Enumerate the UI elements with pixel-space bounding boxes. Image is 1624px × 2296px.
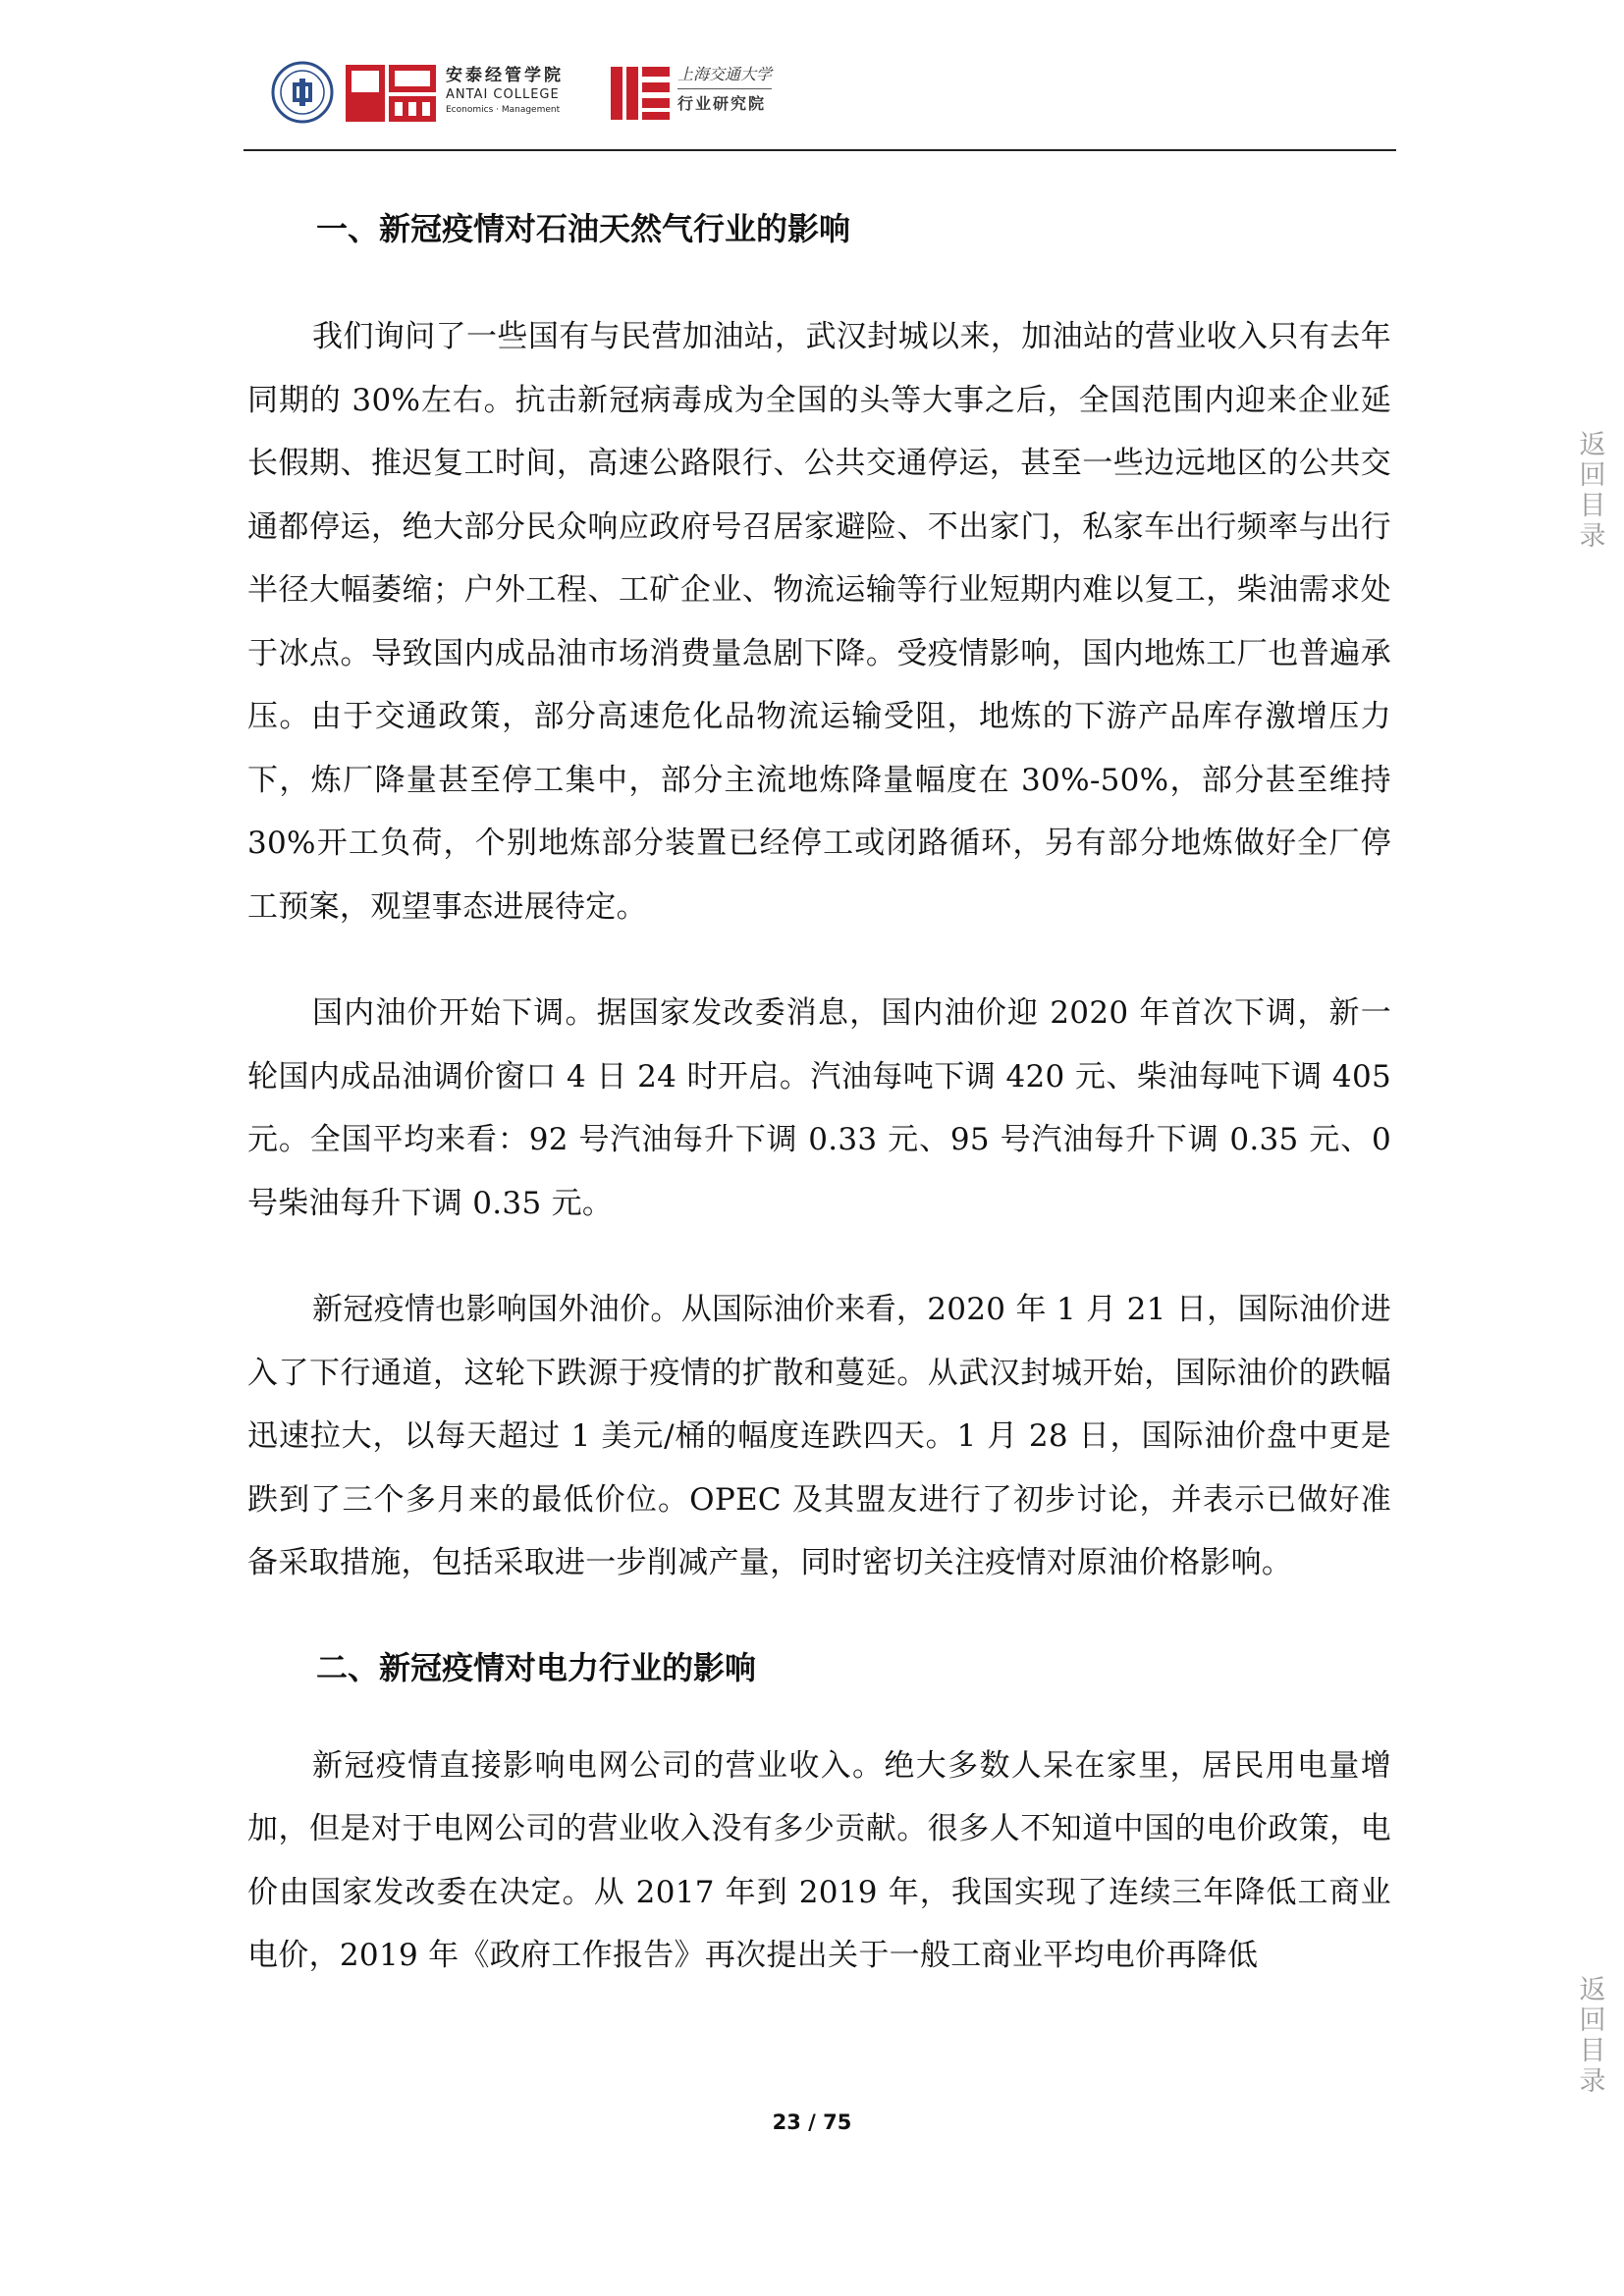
acem-logo — [346, 61, 436, 126]
sjtu-seal-logo — [271, 61, 334, 124]
university-name: 上海交通大学 — [677, 63, 772, 89]
header-divider — [244, 149, 1396, 151]
paragraph: 新冠疫情直接影响电网公司的营业收入。绝大多数人呆在家里，居民用电量增加，但是对于电网公司的营业收入没有多少贡献。很多人不知道中国的电价政策，电价由国家发改委在决定。从 2017 年到 2019 年，我国实现了连续三年降低工商业电价，2019 年《政府工作报告》再次提出关于一般工商业平均电价再降低 — [247, 1747, 1391, 1973]
sjtu-institute-block — [677, 63, 805, 119]
section-heading-power: 二、新冠疫情对电力行业的影响 — [316, 1648, 757, 1686]
institute-mark-logo — [611, 61, 670, 126]
document-body — [247, 201, 1391, 1988]
page-header — [265, 61, 1394, 151]
paragraph: 我们询问了一些国有与民营加油站，武汉封城以来，加油站的营业收入只有去年同期的 30%左右。抗击新冠病毒成为全国的头等大事之后，全国范围内迎来企业延长假期、推迟复工时间，高速公路限行、公共交通停运，甚至一些边远地区的公共交通都停运，绝大部分民众响应政府号召居家避险、不出家门，私家车出行频率与出行半径大幅萎缩；户外工程、工矿企业、物流运输等行业短期内难以复工，柴油需求处于冰点。导致国内成品油市场消费量急剧下降。受疫情影响，国内地炼工厂也普遍承压。由于交通政策，部分高速危化品物流运输受阻，地炼的下游产品库存激增压力下，炼厂降量甚至停工集中，部分主流地炼降量幅度在 30%-50%，部分甚至维持 30%开工负荷，个别地炼部分装置已经停工或闭路循环，另有部分地炼做好全厂停工预案，观望事态进展待定。 — [247, 319, 1391, 925]
return-to-toc-link[interactable]: 返 回 目 录 — [1579, 430, 1606, 552]
college-name-en: ANTAI COLLEGE — [446, 87, 560, 102]
college-name-en-sub: Economics · Management — [446, 105, 561, 115]
paragraph: 新冠疫情也影响国外油价。从国际油价来看，2020 年 1 月 21 日，国际油价进入了下行通道，这轮下跌源于疫情的扩散和蔓延。从武汉封城开始，国际油价的跌幅迅速拉大，以每天超过 1 美元/桶的幅度连跌四天。1 月 28 日，国际油价盘中更是跌到了三个多月来的最低价位。OPEC 及其盟友进行了初步讨论，并表示已做好准备采取措施，包括采取进一步削减产量，同时密切关注疫情对原油价格影响。 — [247, 1292, 1391, 1580]
college-name-block — [446, 65, 603, 116]
institute-name: 行业研究院 — [677, 94, 767, 113]
section-heading-oil-gas: 一、新冠疫情对石油天然气行业的影响 — [316, 210, 851, 247]
return-to-toc-link[interactable]: 返 回 目 录 — [1579, 1975, 1606, 2097]
page-number: 23 / 75 — [772, 2110, 852, 2134]
college-name-cn: 安泰经管学院 — [446, 66, 564, 85]
paragraph: 国内油价开始下调。据国家发改委消息，国内油价迎 2020 年首次下调，新一轮国内成品油调价窗口 4 日 24 时开启。汽油每吨下调 420 元、柴油每吨下调 405 元。全国平均来看：92 号汽油每升下调 0.33 元、95 号汽油每升下调 0.35 元、0 号柴油每升下调 0.35 元。 — [247, 995, 1391, 1221]
